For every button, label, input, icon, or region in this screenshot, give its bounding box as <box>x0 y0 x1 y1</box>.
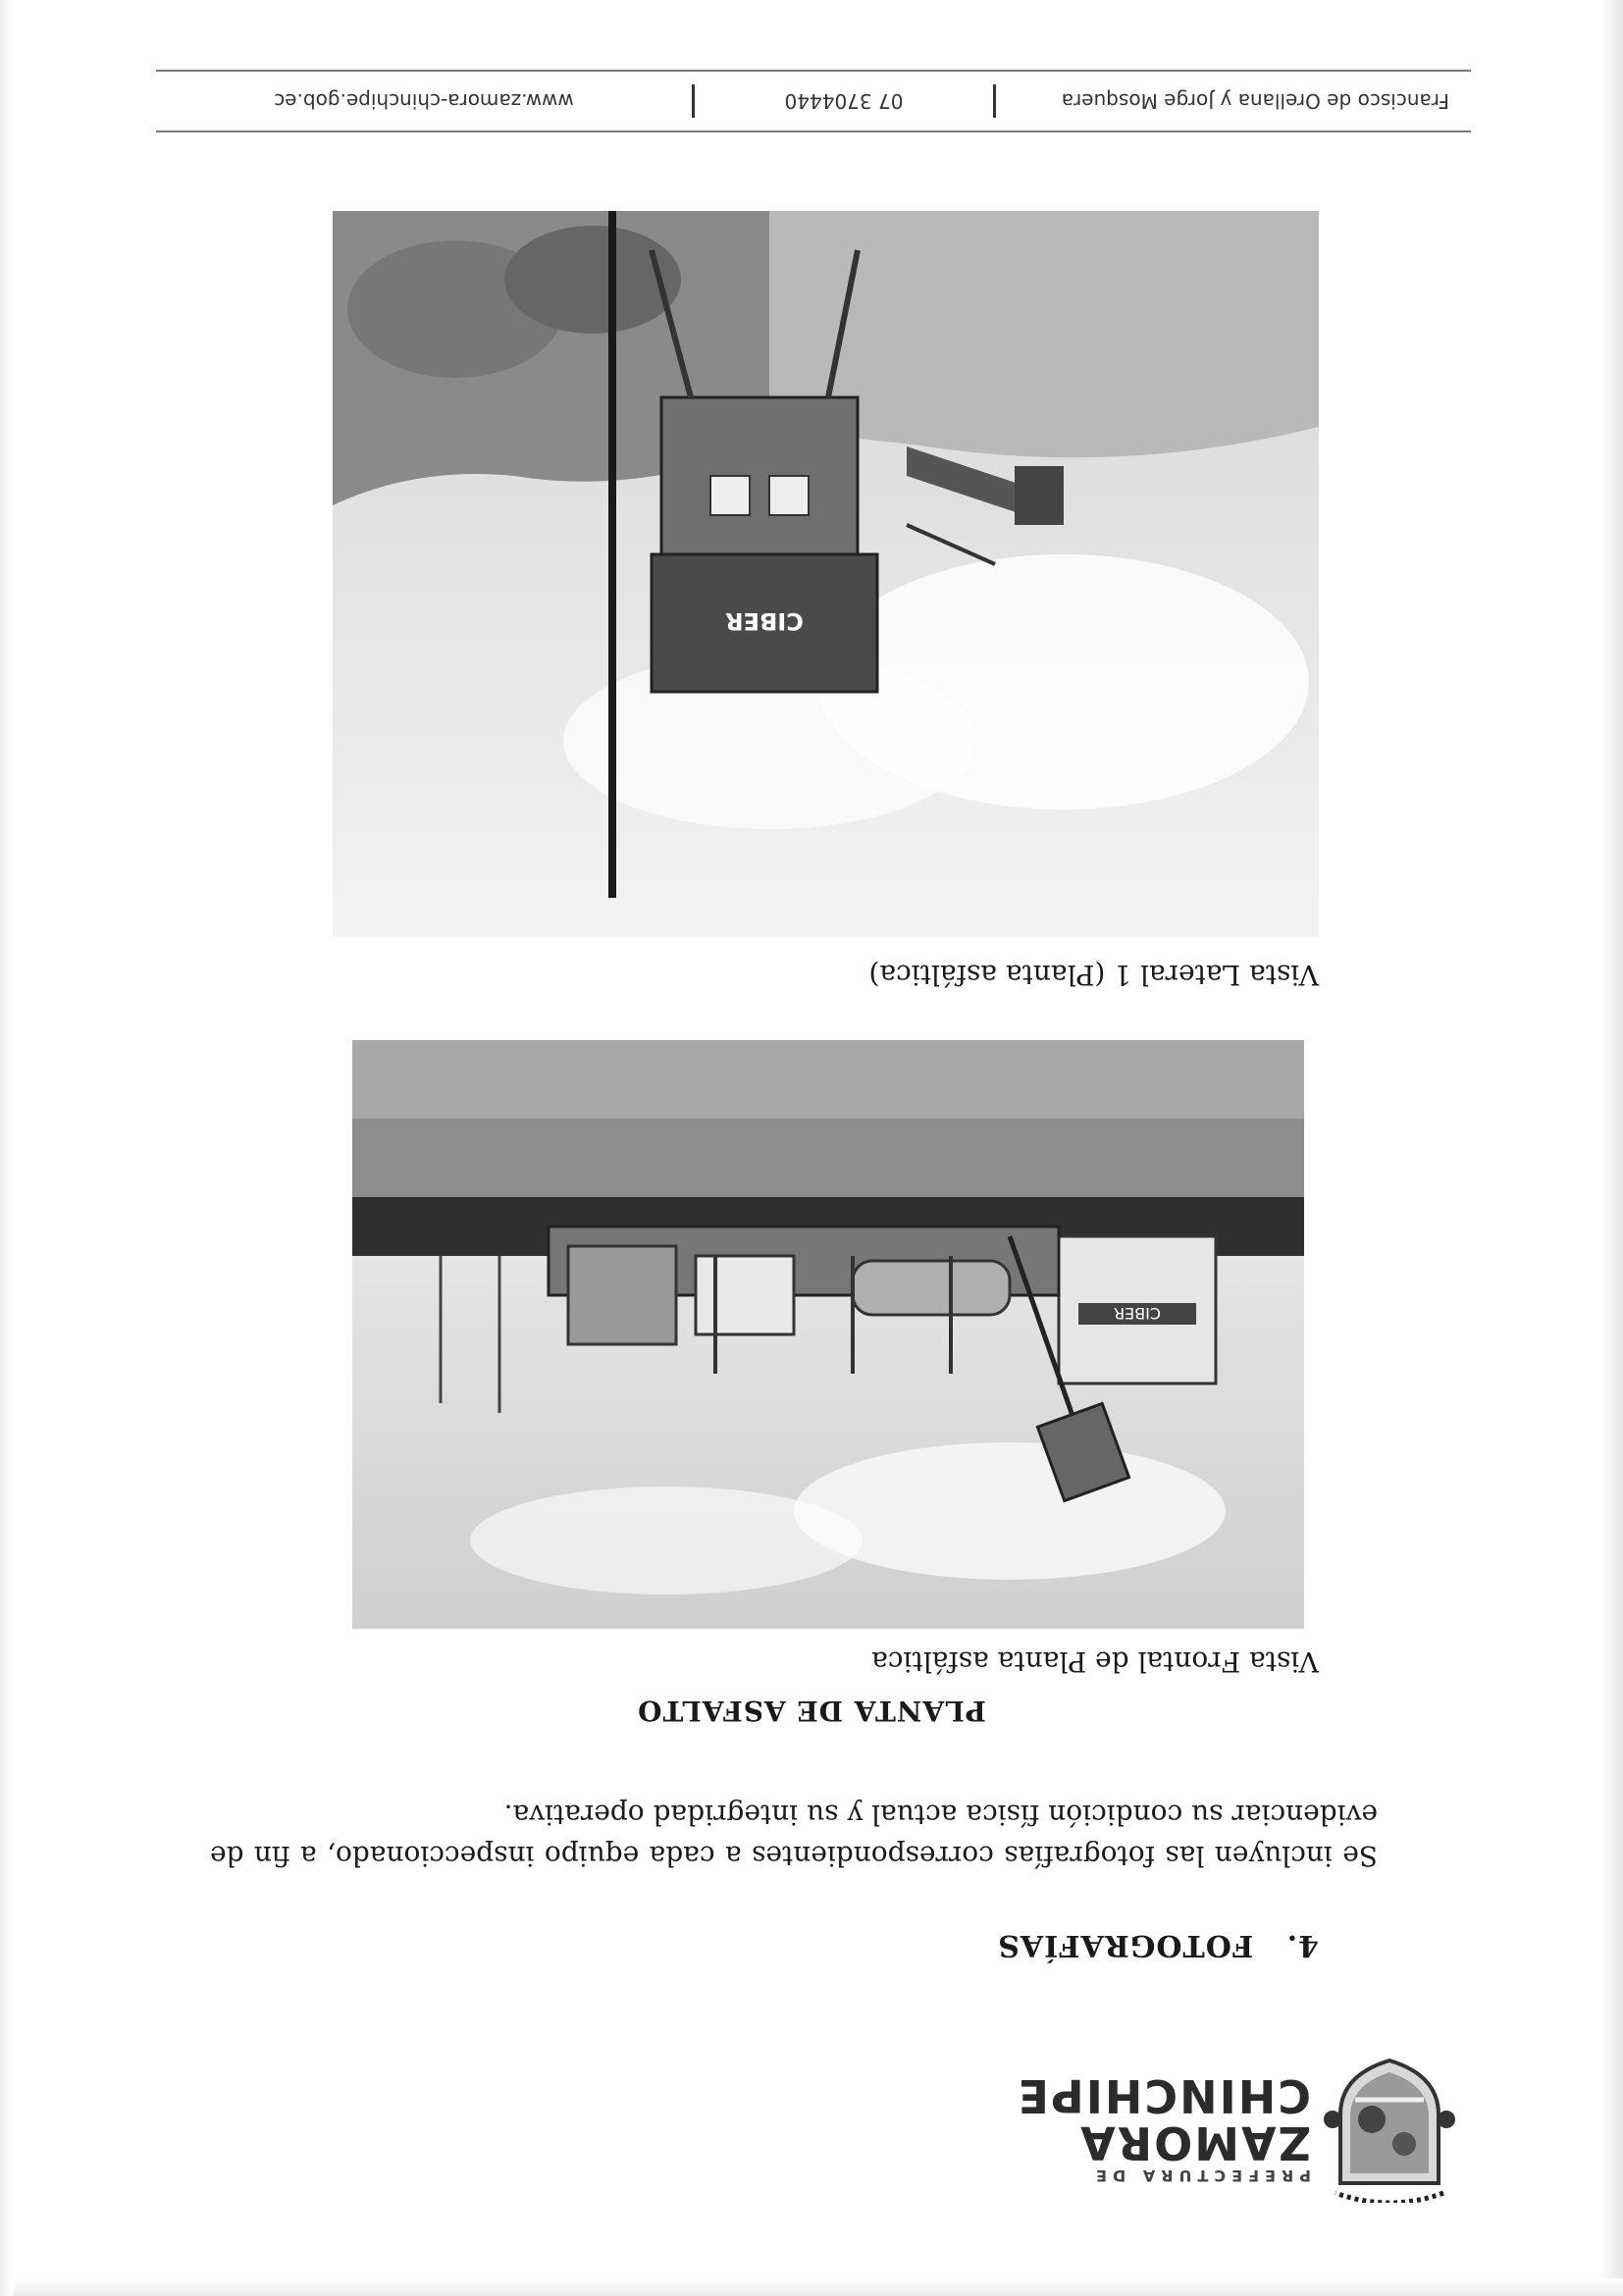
subsection-title: PLANTA DE ASFALTO <box>637 1695 986 1727</box>
page-footer <box>156 70 1471 132</box>
scan-shadow-top <box>0 2278 1623 2296</box>
logo-line-zamora: ZAMORA <box>1078 2116 1311 2169</box>
footer-phone: 07 3704440 <box>784 89 904 113</box>
section-intro-paragraph: Se incluyen las fotografías correspondientes a cada equipo inspeccionado, a fin de evidenciar su condición física actual y su integridad operativa. <box>210 1799 1378 1872</box>
prefectura-logo <box>1016 2056 1458 2203</box>
footer-divider <box>993 84 996 118</box>
logo-line-chinchipe: CHINCHIPE <box>1016 2069 1311 2122</box>
scan-shadow-right <box>0 0 14 2296</box>
logo-line-small: PREFECTURA DE <box>1090 2166 1311 2185</box>
section-heading <box>997 1928 1319 1962</box>
photo-front-view <box>352 1040 1304 1629</box>
section-title: FOTOGRAFÍAS <box>997 1928 1254 1962</box>
scan-shadow-left <box>1599 0 1623 2296</box>
coat-of-arms-icon <box>1321 2056 1458 2203</box>
footer-website-link[interactable]: www.zamora-chinchipe.gob.ec <box>274 89 574 113</box>
footer-divider <box>692 84 695 118</box>
machine-label-side: CIBER <box>725 607 804 635</box>
photo-caption-front: Vista Frontal de Planta asfáltica <box>871 1645 1319 1678</box>
footer-address: Francisco de Orellana y Jorge Mosquera <box>1061 89 1449 113</box>
machine-label-front: CIBER <box>1113 1304 1162 1323</box>
photo-side-view <box>333 211 1319 937</box>
section-number: 4. <box>1285 1928 1319 1962</box>
photo-caption-side: Vista Lateral 1 (Planta asfáltica) <box>868 959 1319 991</box>
